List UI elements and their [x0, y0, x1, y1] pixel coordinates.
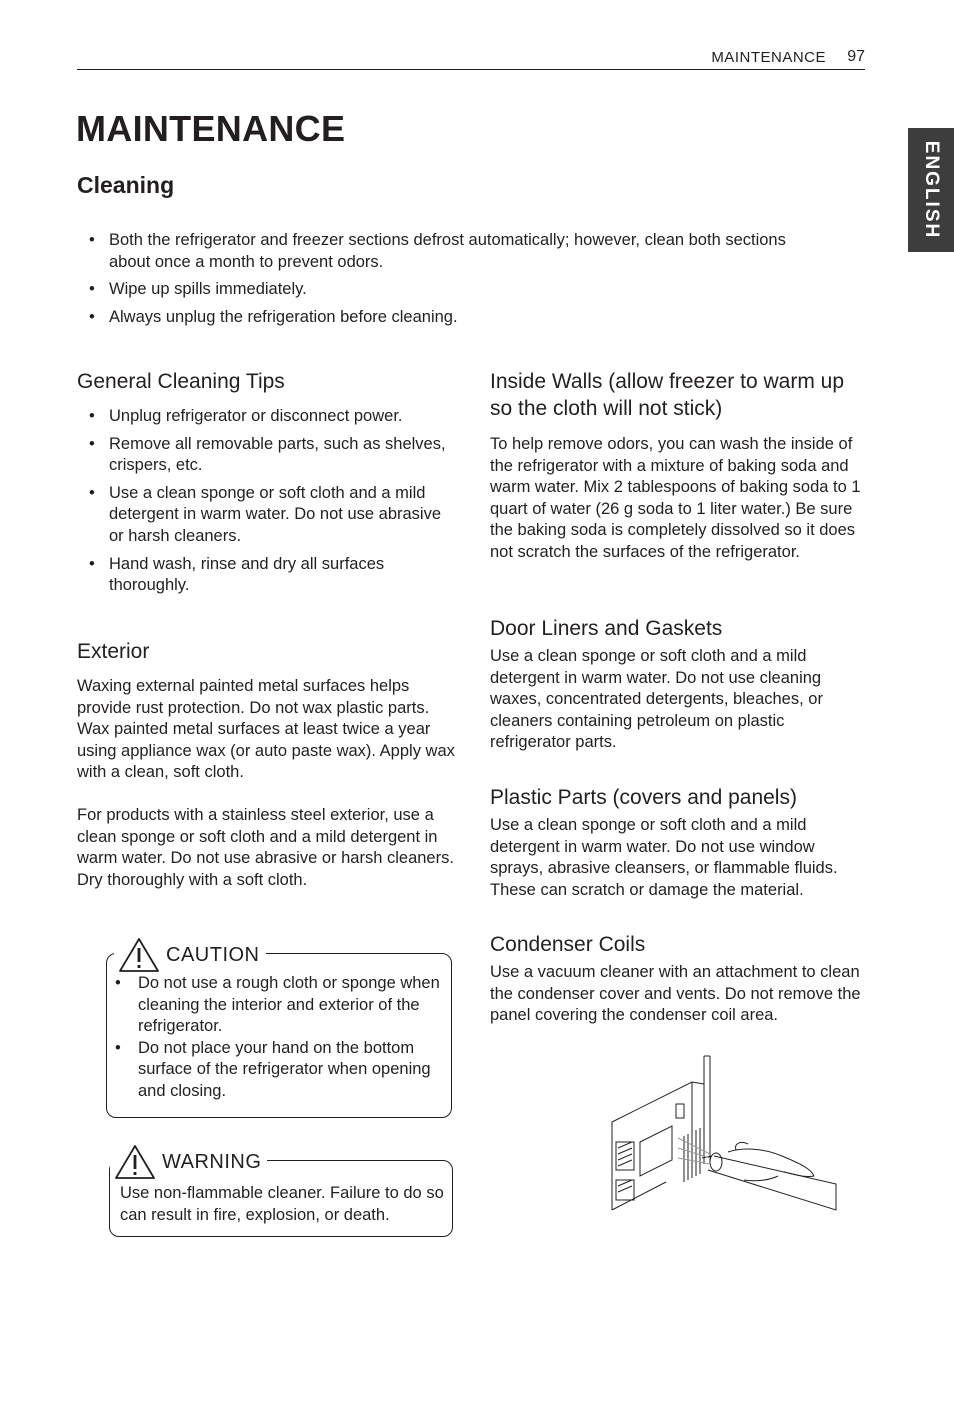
condenser-text: Use a vacuum cleaner with an attachment to clean the condenser cover and vents. Do not remove the panel covering the condenser coil area. [490, 963, 861, 1025]
exterior-section [77, 638, 457, 891]
page-number: 97 [847, 48, 865, 65]
caution-triangle-icon [118, 937, 160, 973]
door-liners-heading: Door Liners and Gaskets [490, 617, 723, 640]
exterior-paragraph-1: Waxing external painted metal surfaces helps provide rust protection. Do not wax plastic parts. Wax painted metal surfaces at least twice a year using appliance wax (or auto paste wax). Apply wax with a clean, soft cloth. [77, 677, 455, 782]
inside-walls-heading: Inside Walls (allow freezer to warm up so the cloth will not stick) [490, 370, 845, 420]
plastic-parts-heading: Plastic Parts (covers and panels) [490, 786, 797, 809]
plastic-parts-text: Use a clean sponge or soft cloth and a mild detergent in warm water. Do not use window sprays, abrasive cleansers, or flammable fluids. These can scratch or damage the material. [490, 816, 838, 899]
warning-text: Use non-flammable cleaner. Failure to do so can result in fire, explosion, or death. [120, 1184, 444, 1224]
list-item: • Unplug refrigerator or disconnect power. [77, 406, 457, 428]
door-liners-section [490, 615, 868, 754]
plastic-parts-section [490, 784, 868, 901]
inside-walls-section [490, 368, 868, 564]
language-tab-label: ENGLISH [921, 140, 943, 240]
caution-list [107, 973, 447, 1103]
caution-label-text: CAUTION [166, 943, 260, 966]
condenser-cleaning-illustration [606, 1052, 842, 1216]
exterior-heading: Exterior [77, 640, 150, 663]
list-item: • Hand wash, rinse and dry all surfaces thoroughly. [77, 554, 457, 597]
general-cleaning-tips-section [77, 368, 457, 603]
exterior-paragraph-2: For products with a stainless steel exterior, use a clean sponge or soft cloth and a mild detergent in warm water. Do not use abrasive or harsh cleaners. Dry thoroughly with a soft cloth. [77, 805, 454, 889]
list-item: • Do not use a rough cloth or sponge when cleaning the interior and exterior of the refrigerator. [107, 973, 447, 1038]
cleaning-heading: Cleaning [77, 172, 175, 198]
caution-box [106, 953, 452, 1118]
header-divider [77, 69, 865, 70]
list-item: • Use a clean sponge or soft cloth and a mild detergent in warm water. Do not use abrasive or harsh cleaners. [77, 483, 457, 548]
condenser-heading: Condenser Coils [490, 933, 646, 956]
list-item: • Both the refrigerator and freezer sections defrost automatically; however, clean both sections about once a month to prevent odors. [77, 230, 797, 273]
door-liners-text: Use a clean sponge or soft cloth and a mild detergent in warm water. Do not use cleaning waxes, concentrated detergents, bleaches, or cleaners containing petroleum on plastic refrigerator parts. [490, 647, 823, 752]
list-item: • Wipe up spills immediately. [77, 279, 797, 301]
list-item: • Remove all removable parts, such as shelves, crispers, etc. [77, 434, 457, 477]
list-item: • Always unplug the refrigeration before cleaning. [77, 307, 797, 329]
warning-label-text: WARNING [162, 1150, 262, 1173]
running-header-section: MAINTENANCE [711, 49, 826, 66]
list-item: • Do not place your hand on the bottom surface of the refrigerator when opening and closing. [107, 1038, 447, 1103]
page-title: MAINTENANCE [76, 108, 346, 149]
cleaning-list [77, 230, 797, 328]
condenser-section [490, 931, 868, 1027]
inside-walls-text: To help remove odors, you can wash the inside of the refrigerator with a mixture of baking soda and warm water. Mix 2 tablespoons of baking soda to 1 quart of water (26 g soda to 1 liter water.) Be sure the baking soda is completely dissolved so it does not scratch the surfaces of the refrigerator. [490, 435, 861, 561]
warning-triangle-icon [114, 1144, 156, 1180]
warning-label [110, 1144, 267, 1180]
general-cleaning-tips-list [77, 406, 457, 597]
general-cleaning-tips-heading: General Cleaning Tips [77, 370, 285, 393]
language-tab [908, 128, 954, 252]
caution-label [114, 937, 266, 973]
cleaning-section [77, 230, 797, 334]
